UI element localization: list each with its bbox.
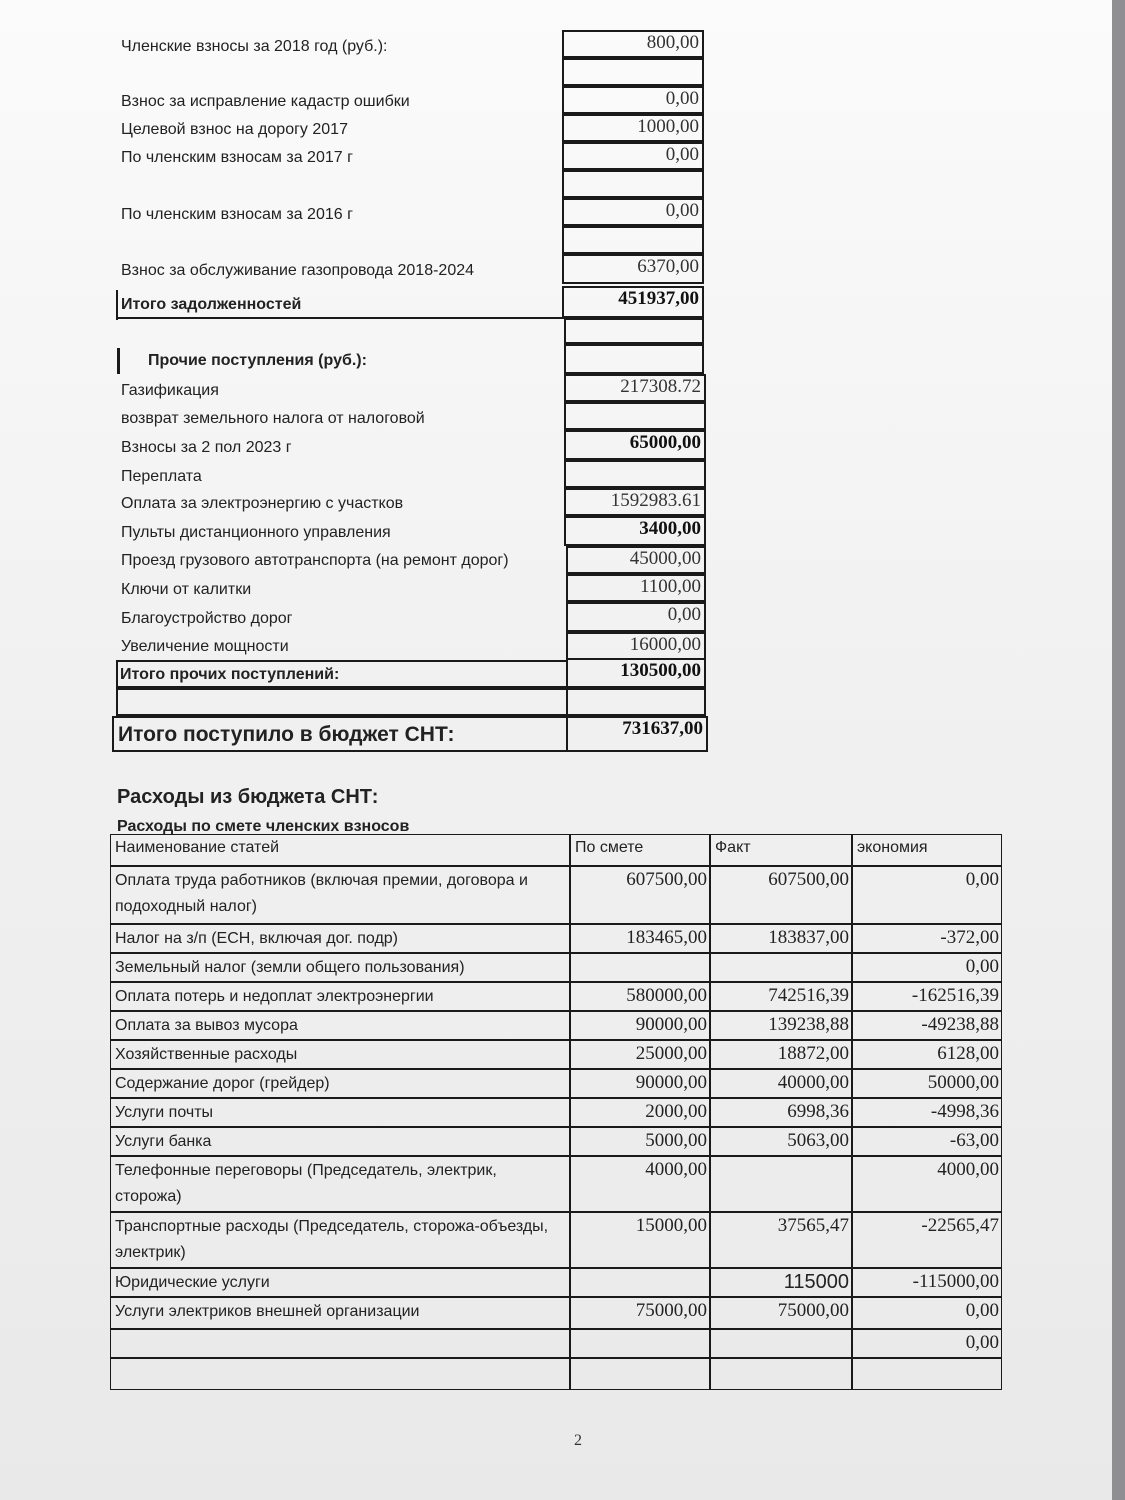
expense-name-cell: Услуги электриков внешней организации: [110, 1297, 570, 1329]
debt-value-box: [562, 170, 704, 198]
income-value-box: [564, 488, 706, 516]
budget-total-label: Итого поступило в бюджет СНТ:: [118, 723, 455, 746]
debt-label: По членским взносам за 2017 г: [121, 149, 353, 166]
total-debts-value: 451937,00: [618, 288, 699, 309]
income-label: Оплата за электроэнергию с участков: [121, 495, 404, 512]
debt-value-box: [562, 86, 704, 114]
debt-value: 1000,00: [637, 116, 699, 137]
income-value-box: [564, 516, 706, 546]
budget-total-value: 731637,00: [622, 718, 703, 739]
spacer-box: [116, 688, 568, 716]
expense-fact-cell: 37565,47: [710, 1212, 852, 1268]
expense-plan-cell: 183465,00: [570, 924, 710, 953]
expense-fact-cell: [710, 1358, 852, 1390]
expense-fact-cell: [710, 1329, 852, 1358]
expense-fact-cell: 742516,39: [710, 982, 852, 1011]
income-value-box: [564, 344, 704, 374]
debt-value-box: [562, 142, 704, 170]
expense-plan-cell: [570, 1329, 710, 1358]
expense-plan-cell: 4000,00: [570, 1156, 710, 1212]
budget-total-box: [566, 716, 708, 752]
expense-saving-cell: 4000,00: [852, 1156, 1002, 1212]
income-value: 0,00: [667, 604, 701, 625]
expense-name-cell: Содержание дорог (грейдер): [110, 1069, 570, 1098]
expense-fact-cell: 139238,88: [710, 1011, 852, 1040]
expense-fact-cell: 115000: [710, 1268, 852, 1297]
debt-value-box: [562, 58, 704, 86]
income-value-box: [564, 402, 706, 430]
total-debts-underline: [116, 317, 564, 319]
debt-value: 0,00: [665, 200, 699, 221]
income-value: 3400,00: [639, 518, 701, 539]
income-value: 1100,00: [639, 576, 701, 597]
expense-saving-cell: -49238,88: [852, 1011, 1002, 1040]
debt-value: 800,00: [646, 32, 699, 53]
expense-name-cell: [110, 1358, 570, 1390]
debt-label: Взнос за исправление кадастр ошибки: [121, 93, 410, 110]
debt-value: 6370,00: [637, 256, 699, 277]
income-label: Увеличение мощности: [121, 638, 289, 655]
income-value-box: [566, 546, 706, 574]
expense-saving-cell: -372,00: [852, 924, 1002, 953]
expense-name-cell: Хозяйственные расходы: [110, 1040, 570, 1069]
income-value: 16000,00: [629, 634, 701, 655]
expense-fact-cell: 5063,00: [710, 1127, 852, 1156]
expense-name-cell: Услуги банка: [110, 1127, 570, 1156]
debt-value-box: [562, 114, 704, 142]
expense-plan-cell: 90000,00: [570, 1011, 710, 1040]
expense-saving-cell: -162516,39: [852, 982, 1002, 1011]
income-label: Газификация: [121, 382, 219, 399]
total-debts-label: Итого задолженностей: [121, 296, 302, 313]
expense-plan-cell: 607500,00: [570, 866, 710, 924]
income-value: 45000,00: [629, 548, 701, 569]
income-label: возврат земельного налога от налоговой: [121, 410, 425, 427]
expense-plan-cell: 2000,00: [570, 1098, 710, 1127]
expense-plan-cell: [570, 1268, 710, 1297]
income-value-box: [566, 574, 706, 602]
expense-name-cell: Оплата потерь и недоплат электроэнергии: [110, 982, 570, 1011]
expense-fact-cell: 6998,36: [710, 1098, 852, 1127]
expense-saving-cell: 6128,00: [852, 1040, 1002, 1069]
debt-value-box: [562, 254, 704, 284]
expense-plan-cell: [570, 1358, 710, 1390]
debt-value-box: [562, 30, 704, 58]
income-label: Ключи от калитки: [121, 581, 252, 598]
spacer-box: [564, 318, 704, 344]
debt-value-box: [562, 226, 704, 254]
debt-label: Целевой взнос на дорогу 2017: [121, 121, 348, 138]
expense-plan-cell: [570, 953, 710, 982]
expense-plan-cell: 90000,00: [570, 1069, 710, 1098]
expense-plan-cell: 580000,00: [570, 982, 710, 1011]
expense-plan-cell: 5000,00: [570, 1127, 710, 1156]
heading-bracket: [117, 348, 120, 374]
expense-fact-cell: [710, 1156, 852, 1212]
other-income-heading: Прочие поступления (руб.):: [148, 352, 367, 369]
expense-saving-cell: 0,00: [852, 953, 1002, 982]
income-value-box: [564, 430, 706, 460]
debt-value-box: [562, 198, 704, 226]
income-value: 1592983.61: [610, 490, 701, 511]
income-label: Пульты дистанционного управления: [121, 524, 391, 541]
expense-fact-cell: 607500,00: [710, 866, 852, 924]
income-value-box: [564, 460, 706, 488]
debt-value: 0,00: [665, 88, 699, 109]
expense-saving-cell: [852, 1358, 1002, 1390]
income-value-box: [564, 374, 706, 402]
total-income-label: Итого прочих поступлений:: [120, 666, 340, 683]
income-value: 65000,00: [629, 432, 701, 453]
expense-name-cell: Оплата за вывоз мусора: [110, 1011, 570, 1040]
income-value: 217308.72: [620, 376, 701, 397]
expense-plan-cell: 25000,00: [570, 1040, 710, 1069]
expense-fact-cell: 40000,00: [710, 1069, 852, 1098]
spacer-box: [566, 688, 706, 716]
expense-saving-cell: 0,00: [852, 1329, 1002, 1358]
income-label: Переплата: [121, 468, 202, 485]
expense-fact-cell: [710, 953, 852, 982]
expense-fact-cell: 183837,00: [710, 924, 852, 953]
expense-fact-cell: 75000,00: [710, 1297, 852, 1329]
expenses-subheading: Расходы по смете членских взносов: [117, 818, 410, 835]
header-fact-col: Факт: [710, 834, 852, 866]
page-number: 2: [574, 1432, 582, 1449]
expense-saving-cell: 0,00: [852, 866, 1002, 924]
expense-name-cell: Земельный налог (земли общего пользования): [110, 953, 570, 982]
expense-name-cell: Услуги почты: [110, 1098, 570, 1127]
debt-label: По членским взносам за 2016 г: [121, 206, 353, 223]
income-label: Проезд грузового автотранспорта (на ремонт дорог): [121, 552, 509, 569]
header-name-col: Наименование статей: [110, 834, 570, 866]
expense-name-cell: Оплата труда работников (включая премии, договора и подоходный налог): [110, 866, 570, 924]
debt-label: Членские взносы за 2018 год (руб.):: [121, 38, 388, 55]
expense-saving-cell: -115000,00: [852, 1268, 1002, 1297]
expense-saving-cell: -63,00: [852, 1127, 1002, 1156]
expense-saving-cell: 50000,00: [852, 1069, 1002, 1098]
expense-name-cell: Телефонные переговоры (Председатель, электрик, сторожа): [110, 1156, 570, 1212]
expenses-heading: Расходы из бюджета СНТ:: [117, 786, 379, 808]
total-debts-bracket: [116, 290, 118, 320]
expense-plan-cell: 75000,00: [570, 1297, 710, 1329]
expense-name-cell: Юридические услуги: [110, 1268, 570, 1297]
total-income-value: 130500,00: [620, 660, 701, 681]
header-plan-col: По смете: [570, 834, 710, 866]
expense-saving-cell: 0,00: [852, 1297, 1002, 1329]
expense-plan-cell: 15000,00: [570, 1212, 710, 1268]
total-income-box: [566, 658, 706, 688]
income-value-box: [566, 632, 706, 660]
expense-saving-cell: -4998,36: [852, 1098, 1002, 1127]
header-saving-col: экономия: [852, 834, 1002, 866]
debt-label: Взнос за обслуживание газопровода 2018-2024: [121, 262, 475, 279]
income-value-box: [566, 602, 706, 632]
expense-name-cell: Налог на з/п (ЕСН, включая дог. подр): [110, 924, 570, 953]
expense-fact-cell: 18872,00: [710, 1040, 852, 1069]
total-debts-box: [562, 286, 704, 318]
expense-saving-cell: -22565,47: [852, 1212, 1002, 1268]
expense-name-cell: [110, 1329, 570, 1358]
income-label: Взносы за 2 пол 2023 г: [121, 439, 292, 456]
debt-value: 0,00: [665, 144, 699, 165]
income-label: Благоустройство дорог: [121, 610, 293, 627]
expense-name-cell: Транспортные расходы (Председатель, сторожа-объезды, электрик): [110, 1212, 570, 1268]
